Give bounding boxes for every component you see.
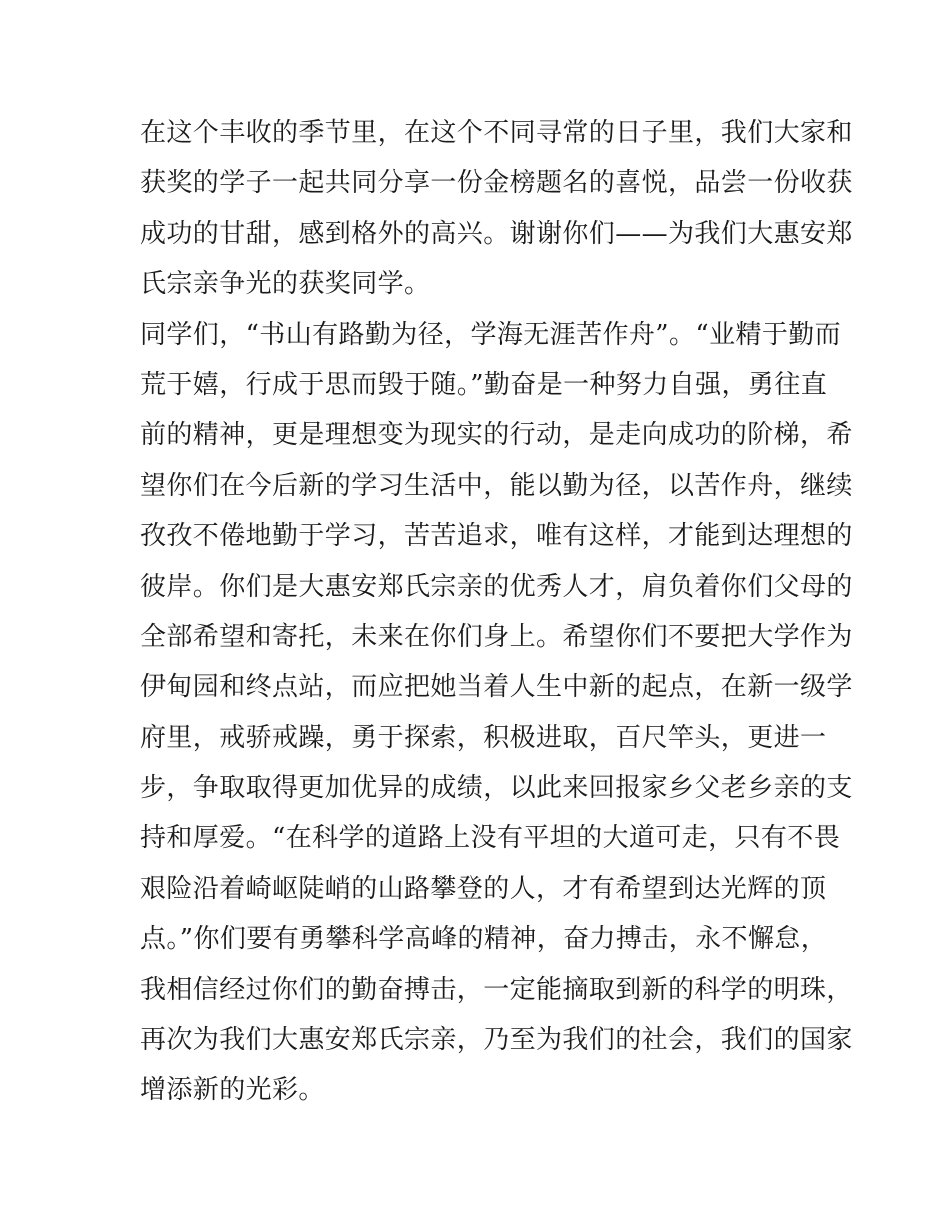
text-line: 彼岸。你们是大惠安郑氏宗亲的优秀人才，肩负着你们父母的 [140, 571, 853, 602]
text-line: 点。”你们要有勇攀科学高峰的精神，奋力搏击，永不懈怠， [140, 924, 828, 955]
text-line: 伊甸园和终点站，而应把她当着人生中新的起点，在新一级学 [140, 672, 853, 703]
text-line: 在这个丰收的季节里，在这个不同寻常的日子里，我们大家和 [140, 118, 853, 148]
text-line: 我相信经过你们的勤奋搏击，一定能摘取到新的科学的明珠， [140, 974, 853, 1005]
text-line: 前的精神，更是理想变为现实的行动，是走向成功的阶梯，希 [140, 420, 853, 451]
text-line: 同学们，“书山有路勤为径，学海无涯苦作舟”。“业精于勤而 [140, 319, 842, 350]
body-text [140, 108, 853, 1116]
text-line: 氏宗亲争光的获奖同学。 [140, 269, 431, 300]
text-line: 增添新的光彩。 [140, 1075, 325, 1106]
text-line: 府里，戒骄戒躁，勇于探索，积极进取，百尺竿头，更进一 [140, 722, 827, 753]
text-line: 艰险沿着崎岖陡峭的山路攀登的人，才有希望到达光辉的顶 [140, 873, 827, 904]
text-line: 望你们在今后新的学习生活中，能以勤为径，以苦作舟，继续 [140, 470, 853, 501]
text-line: 全部希望和寄托，未来在你们身上。希望你们不要把大学作为 [140, 621, 853, 652]
text-line: 持和厚爱。“在科学的道路上没有平坦的大道可走，只有不畏 [140, 823, 841, 854]
text-line: 步，争取取得更加优异的成绩，以此来回报家乡父老乡亲的支 [140, 773, 853, 804]
text-line: 孜孜不倦地勤于学习，苦苦追求，唯有这样，才能到达理想的 [140, 521, 853, 552]
text-line: 获奖的学子一起共同分享一份金榜题名的喜悦，品尝一份收获 [140, 168, 853, 199]
text-line: 再次为我们大惠安郑氏宗亲，乃至为我们的社会，我们的国家 [140, 1025, 853, 1056]
text-line: 荒于嬉，行成于思而毁于随。”勤奋是一种努力自强，勇往直 [140, 369, 828, 400]
text-line: 成功的甘甜，感到格外的高兴。谢谢你们——为我们大惠安郑 [140, 218, 853, 249]
